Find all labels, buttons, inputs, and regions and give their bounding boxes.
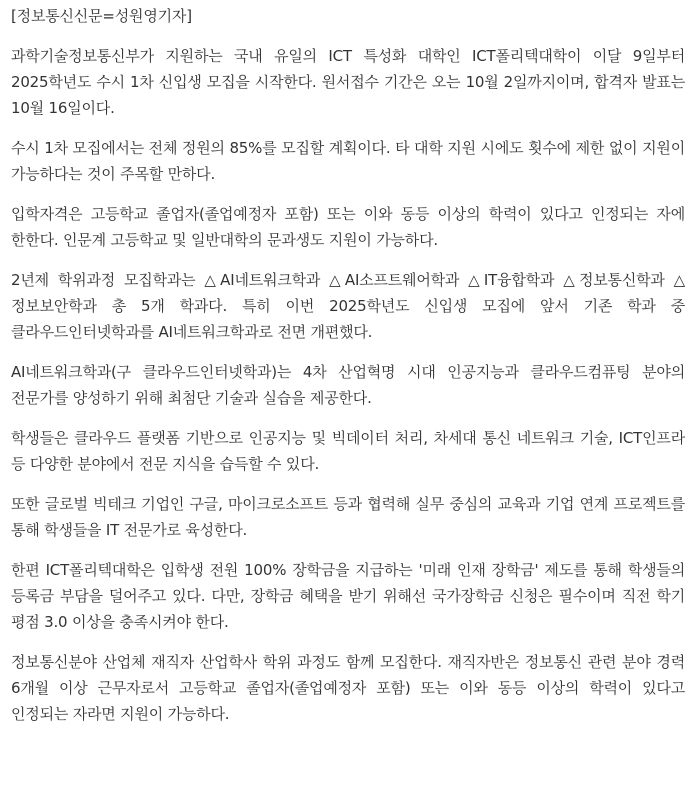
article-paragraph: 한편 ICT폴리텍대학은 입학생 전원 100% 장학금을 지급하는 '미래 인재 장학금' 제도를 통해 학생들의 등록금 부담을 덜어주고 있다. 다만, 장학금 혜택을 받기 위해선 국가장학금 신청은 필수이며 직전 학기 평점 3.0 이상을 충족시켜야 한다. <box>11 561 685 631</box>
article-paragraph: 2년제 학위과정 모집학과는 △AI네트워크학과 △AI소프트웨어학과 △IT융합학과 △정보통신학과 △정보보안학과 총 5개 학과다. 특히 이번 2025학년도 신입생 모집에 앞서 기존 학과 중 클라우드인터넷학과를 AI네트워크학과로 전면 개편했다. <box>11 271 685 341</box>
article-paragraph: 수시 1차 모집에서는 전체 정원의 85%를 모집할 계획이다. 타 대학 지원 시에도 횟수에 제한 없이 지원이 가능하다는 것이 주목할 만하다. <box>11 139 685 183</box>
article-paragraph: 또한 글로벌 빅테크 기업인 구글, 마이크로소프트 등과 협력해 실무 중심의 교육과 기업 연계 프로젝트를 통해 학생들을 IT 전문가로 육성한다. <box>11 495 685 539</box>
article-paragraph: 정보통신분야 산업체 재직자 산업학사 학위 과정도 함께 모집한다. 재직자반은 정보통신 관련 분야 경력 6개월 이상 근무자로서 고등학교 졸업자(졸업예정자 포함) 또는 이와 동등 이상의 학력이 있다고 인정되는 자라면 지원이 가능하다. <box>11 653 685 723</box>
article-body <box>11 3 685 741</box>
article-byline: [정보통신신문=성원영기자] <box>11 7 192 25</box>
article-paragraph: AI네트워크학과(구 클라우드인터넷학과)는 4차 산업혁명 시대 인공지능과 클라우드컴퓨팅 분야의 전문가를 양성하기 위해 최첨단 기술과 실습을 제공한다. <box>11 363 685 407</box>
article-paragraph: 과학기술정보통신부가 지원하는 국내 유일의 ICT 특성화 대학인 ICT폴리텍대학이 이달 9일부터 2025학년도 수시 1차 신입생 모집을 시작한다. 원서접수 기간은 오는 10월 2일까지이며, 합격자 발표는 10월 16일이다. <box>11 47 685 117</box>
article-paragraph: 입학자격은 고등학교 졸업자(졸업예정자 포함) 또는 이와 동등 이상의 학력이 있다고 인정되는 자에 한한다. 인문계 고등학교 및 일반대학의 문과생도 지원이 가능하다. <box>11 205 685 249</box>
article-paragraph: 학생들은 클라우드 플랫폼 기반으로 인공지능 및 빅데이터 처리, 차세대 통신 네트워크 기술, ICT인프라 등 다양한 분야에서 전문 지식을 습득할 수 있다. <box>11 429 685 473</box>
